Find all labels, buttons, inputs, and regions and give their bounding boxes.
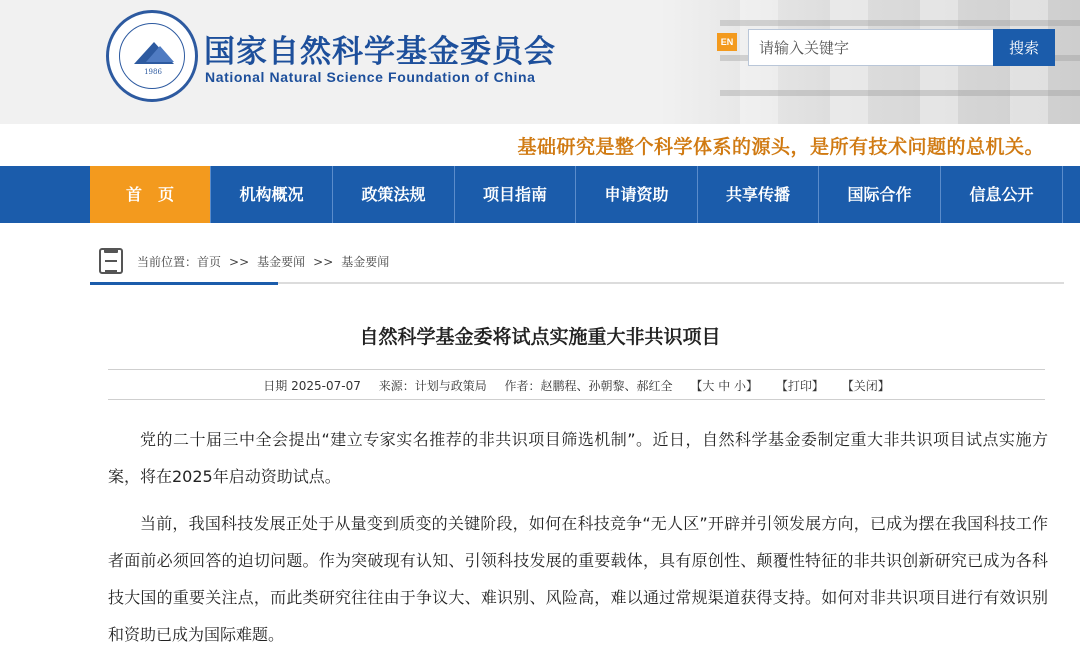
- breadcrumb-divider-accent: [90, 282, 278, 285]
- article-paragraph: 当前，我国科技发展正处于从量变到质变的关键阶段，如何在科技竞争“无人区”开辟并引领发展方向，已成为摆在我国科技工作者面前必须回答的迫切问题。作为突破现有认知、引领科技发展的重要载体，具有原创性、颠覆性特征的非共识创新研究已成为各科技大国的重要关注点，而此类研究往往由于争议大、难识别、风险高，难以通过常规渠道获得支持。如何对非共识项目进行有效识别和资助已成为国际难题。: [108, 514, 1048, 644]
- english-version-link[interactable]: EN: [717, 33, 737, 51]
- slogan-bar: [0, 124, 1080, 166]
- article-author: 作者：赵鹏程、孙朝黎、郝红全: [504, 379, 673, 393]
- close-button[interactable]: 【关闭】: [841, 379, 890, 393]
- search-button[interactable]: 搜索: [993, 29, 1055, 66]
- article-meta: [108, 377, 1045, 394]
- nav-item-policy[interactable]: 政策法规: [333, 166, 455, 223]
- nav-item-apply[interactable]: 申请资助: [576, 166, 698, 223]
- article-title: 自然科学基金委将试点实施重大非共识项目: [359, 326, 721, 348]
- breadcrumb-level2[interactable]: 基金要闻: [341, 255, 390, 269]
- site-title-en[interactable]: National Natural Science Foundation of China: [205, 69, 536, 85]
- site-header: [0, 0, 1080, 124]
- breadcrumb: [137, 253, 389, 270]
- font-size-control[interactable]: 【大 中 小】: [690, 379, 759, 393]
- article-paragraph: 党的二十届三中全会提出“建立专家实名推荐的非共识项目筛选机制”。近日，自然科学基金委制定重大非共识项目试点实施方案，将在2025年启动资助试点。: [108, 430, 1048, 486]
- meta-divider-top: [108, 369, 1045, 370]
- logo-year: 1986: [144, 68, 162, 76]
- nav-item-disclosure[interactable]: 信息公开: [941, 166, 1063, 223]
- site-title-cn[interactable]: 国家自然科学基金委员会: [204, 34, 556, 70]
- nav-item-home[interactable]: 首 页: [90, 166, 211, 223]
- breadcrumb-separator: >>: [313, 255, 334, 269]
- breadcrumb-home[interactable]: 当前位置：首页: [137, 255, 222, 269]
- nav-item-guide[interactable]: 项目指南: [455, 166, 576, 223]
- print-button[interactable]: 【打印】: [775, 379, 824, 393]
- breadcrumb-separator: >>: [229, 255, 250, 269]
- meta-divider-bottom: [108, 399, 1045, 400]
- breadcrumb-level1[interactable]: 基金要闻: [257, 255, 306, 269]
- clipboard-icon: [99, 248, 123, 274]
- nav-item-about[interactable]: 机构概况: [211, 166, 333, 223]
- slogan-text: 基础研究是整个科学体系的源头，是所有技术问题的总机关。: [517, 136, 1044, 158]
- nsfc-logo[interactable]: [106, 10, 198, 102]
- search-input[interactable]: [748, 29, 994, 66]
- nav-item-share[interactable]: 共享传播: [698, 166, 819, 223]
- article-date: 日期 2025-07-07: [263, 379, 361, 393]
- article-source: 来源：计划与政策局: [378, 379, 487, 393]
- main-nav: [0, 166, 1080, 223]
- nav-item-international[interactable]: 国际合作: [819, 166, 941, 223]
